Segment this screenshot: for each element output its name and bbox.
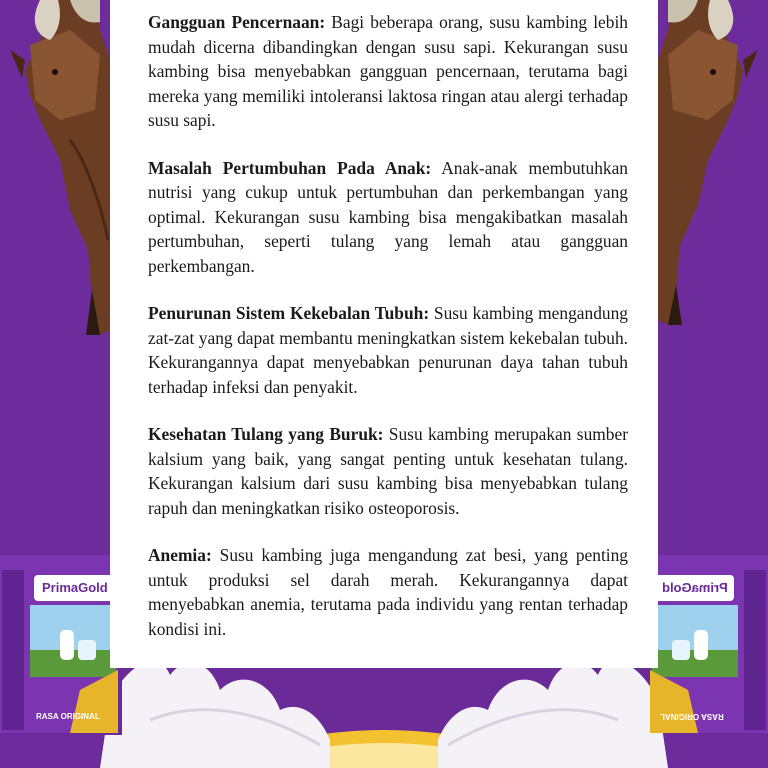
paragraph-immunity	[148, 301, 628, 399]
paragraph-title: Penurunan Sistem Kekebalan Tubuh:	[148, 303, 430, 323]
product-flavor-right: RASA ORIGINAL	[660, 712, 724, 721]
paragraph-body: Susu kambing merupakan sumber kalsium yang baik, yang sangat penting untuk kesehatan tulang. Kekurangan kalsium dari susu kambing bisa menyebabkan tulang rapuh dan meningkatkan risiko osteoporosis.	[148, 424, 629, 518]
product-brand-right: PrimaGold	[662, 580, 728, 595]
paragraph-body: Bagi beberapa orang, susu kambing lebih mudah dicerna dibandingkan dengan susu sapi. Kekurangan susu kambing bisa menyebabkan gangguan pencernaan, terutama bagi mereka yang memiliki intoleransi laktosa ringan atau alergi terhadap susu sapi.	[148, 12, 629, 130]
paragraph-body: Susu kambing juga mengandung zat besi, yang penting untuk produksi sel darah merah. Kekurangannya dapat menyebabkan anemia, terutama pada individu yang rentan terhadap kondisi ini.	[148, 545, 628, 639]
paragraph-body: Susu kambing mengandung zat-zat yang dapat membantu meningkatkan sistem kekebalan tubuh. Kekurangannya dapat menyebabkan penurunan daya tahan tubuh terhadap infeksi dan penyakit.	[148, 303, 628, 397]
paragraph-title: Masalah Pertumbuhan Pada Anak:	[148, 157, 432, 178]
paragraph-title: Anemia:	[148, 545, 212, 565]
paragraph-anemia	[148, 543, 628, 641]
product-flavor-left: RASA ORIGINAL	[36, 712, 100, 721]
paragraph-bone-health	[148, 422, 628, 520]
paragraph-title: Kesehatan Tulang yang Buruk:	[148, 424, 384, 444]
product-brand-left: PrimaGold	[42, 580, 108, 595]
paragraph-digestion	[148, 10, 628, 133]
paragraph-title: Gangguan Pencernaan:	[148, 12, 326, 32]
paragraph-child-growth	[148, 156, 628, 279]
article-card	[110, 0, 658, 668]
paragraph-body: Anak-anak membutuhkan nutrisi yang cukup untuk pertumbuhan dan perkembangan yang optimal. Kekurangan susu kambing bisa mengakibatkan masalah pertumbuhan, seperti tulang yang lemah atau gangguan perkembangan.	[148, 157, 628, 276]
